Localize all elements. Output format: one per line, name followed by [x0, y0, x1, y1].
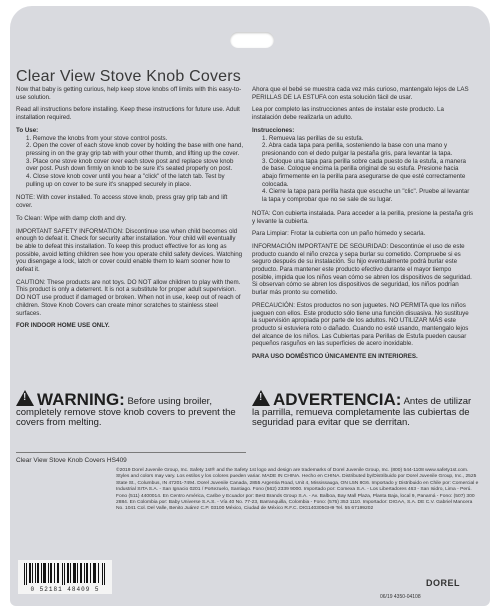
steps-list-es	[252, 135, 474, 204]
read-instructions-text-es: Lea por completo las instrucciones antes de instalar este producto. La instalación debe realizarla un adulto.	[252, 106, 444, 122]
warning-triangle-icon	[16, 390, 34, 406]
barcode	[18, 560, 112, 594]
clean-text: To Clean: Wipe with damp cloth and dry.	[16, 214, 127, 222]
steps-list	[16, 135, 244, 189]
intro-text-es: Ahora que el bebé se muestra cada vez más curioso, mantengalo lejos de LAS PERILLAS DE LA ESTUFA con esta solución fácil de usar.	[252, 86, 469, 101]
step-item: 4. Close stove knob cover until you hear a "click" of the latch tab. Test by pulling up on cover to be sure it's snapped securely in place.	[26, 173, 225, 188]
hang-hole	[230, 32, 274, 48]
read-instructions-text: Read all instructions before installing. Keep these instructions for future use. Adult installation required.	[16, 106, 240, 122]
advertencia-block	[252, 390, 474, 429]
use-heading-es: Instrucciones:	[252, 126, 295, 134]
product-title: Clear View Stove Knob Covers	[16, 68, 241, 85]
barcode-number: 0 52181 48409 5	[30, 586, 100, 593]
step-item-es: 3. Coloque una tapa para perilla sobre cada puesto de la estufa, a manera de base. Coloque encima la perilla original de su estufa. Presione hacia abajo firmemente en la perilla para asegurarse de que esté correctamente colocada.	[262, 157, 466, 188]
warning-triangle-icon	[252, 390, 270, 406]
note-text: NOTE: With cover installed. To access stove knob, press gray grip tab and lift cover.	[16, 194, 228, 210]
intro-text: Now that baby is getting curious, help keep stove knobs off limits with this easy-to-use solution.	[16, 86, 242, 101]
warning-block	[16, 390, 248, 429]
english-instructions	[16, 86, 244, 335]
step-item-es: 1. Remueva las perillas de su estufa.	[262, 134, 364, 142]
step-item-es: 2. Abra cada tapa para perilla, sosteniendo la base con una mano y presionando con el dedo pulgar la pestaña gris, para levantar la tapa.	[262, 142, 453, 157]
step-item: 3. Place one stove knob cover over each stove post and replace stove knob over post. Push down firmly on knob to be sure it's seated properly on post.	[26, 157, 234, 173]
warning-text: Before using broiler, completely remove stove knob covers to prevent the covers from melting.	[16, 396, 236, 428]
note-text-es: NOTA: Con cubierta instalada. Para acceder a la perilla, presione la pestaña gris y levante la cubierta.	[252, 209, 474, 225]
caution-text: CAUTION: These products are not toys. DO NOT allow children to play with them. This product is only a deterrent. It is not a substitute for proper adult supervision. DO NOT use product if damaged or broken. When not in use, keep out of reach of children. Stove Knob Covers can create minor scratches to stainless steel surfaces.	[16, 278, 241, 317]
brand-logo: DOREL	[426, 578, 460, 588]
product-code: 06/19 4350-04108	[380, 594, 421, 600]
safety-text: IMPORTANT SAFETY INFORMATION: Discontinue use when child becomes old enough to defeat it. Check for security after installation. Your child will eventually be able to defeat this installation. To keep this product effective for as long as possible, avoid letting children see how you operate child safety devices. Watching you disengage a lock, latch or cover could enable them to learn sooner how to defeat it.	[16, 227, 243, 274]
warning-label: WARNING:	[37, 390, 125, 409]
advertencia-text: Antes de utilizar la parrilla, remueva completamente las cubiertas de seguridad para evitar que se derritan.	[252, 396, 472, 428]
indoor-use-text-es: PARA USO DOMÉSTICO ÚNICAMENTE EN INTERIORES.	[252, 353, 418, 361]
step-item: 1. Remove the knobs from your stove control posts.	[26, 134, 168, 142]
item-line: Clear View Stove Knob Covers HS409	[16, 452, 246, 464]
step-item-es: 4. Cierre la tapa para perilla hasta que escuche un "clic". Pruebe al levantar la tapa y comprobar que no se sale de su lugar.	[262, 188, 470, 204]
step-item: 2. Open the cover of each stove knob cover by holding the base with one hand, pressing in on the gray grip tab with your other thumb, and lifting up the cover.	[26, 142, 244, 157]
caution-text-es: PRECAUCIÓN: Estos productos no son juguetes. NO PERMITA que los niños jueguen con ellos. Este producto sólo tiene una función disuasiva. No sustituye la supervisión apropiada por parte de los adultos. NO UTILIZAR MÁS este producto si estuviera roto o dañado. Cuando no esté usando, mantengalo lejos del alcance de los niños. Las Cubiertas para Perillas de Estufa pueden causar pequeños rasguños en las superficies de acero inoxidable.	[252, 301, 469, 348]
use-heading: To Use:	[16, 126, 39, 134]
clean-text-es: Para Limpiar: Frotar la cubierta con un paño húmedo y secarla.	[252, 230, 426, 238]
spanish-instructions	[252, 86, 474, 366]
indoor-use-text: FOR INDOOR HOME USE ONLY.	[16, 322, 110, 330]
barcode-bars-icon	[22, 563, 108, 585]
safety-text-es: INFORMACIÓN IMPORTANTE DE SEGURIDAD: Descontinúe el uso de este producto cuando el niño crezca y sepa burlar su cometido. Compruebe si es seguro después de su instalación. Su hijo eventualmente podrá burlar este producto. Para mantener este producto efectivo durante el mayor tiempo posible, impida que los niños vean cómo se abren los dispositivos de seguridad. Si observan cómo se abren los dispositivos de seguridad, los niños podrían burlar más pronto su cometido.	[252, 242, 472, 297]
legal-text: ©2019 Dorel Juvenile Group, Inc. Safety 1st® and the Safety 1st logo and design are trademarks of Dorel Juvenile Group, Inc. (800) 544-1108 www.safety1st.com. Styles and colors may vary. Los estilos y los colores pueden variar. MADE IN CHINA. Hecho en CHINA. Distributed by/Distribuido por Dorel Juvenile Group, Inc., 2525 State St., Columbus, IN 47201-7494. Dorel Juvenile Canada, 2855 Argentia Road, Unit 4, Mississauga, ON L5N 8G6. Importado y Distribuido en Chile por: Comercial e Industrial SITA S.A. - San Ignacio 0201 / Portezuelo, Santiago. Fono (562) 2339 9000. Importado por: Comexa S.A. - Los Libertadores 463 - San Isidro, Lima - Perú. Fono (511) 4400014. En Centro América, Caribe y Ecuador por: Best Brands Group S.A. - Av. Balboa, Bay Mall Plaza, Planta Baja, local 9, Panamá - Fono: (507) 300 2884. En Colombia por: Baby Universe S.A.S. - Vía 40 No. 77-23, Barranquilla, Colombia - Fono: (575) 353 1110. Importador: DIGAA, S.A. DE C.V. Gabriel Mancera No. 1041 Col. Del Valle, Benito Juárez C.P. 03100 México, Ciudad de México R.F.C. DIG140305GH9 Tel. 55 67199202	[116, 468, 479, 512]
advertencia-label: ADVERTENCIA:	[273, 390, 402, 409]
